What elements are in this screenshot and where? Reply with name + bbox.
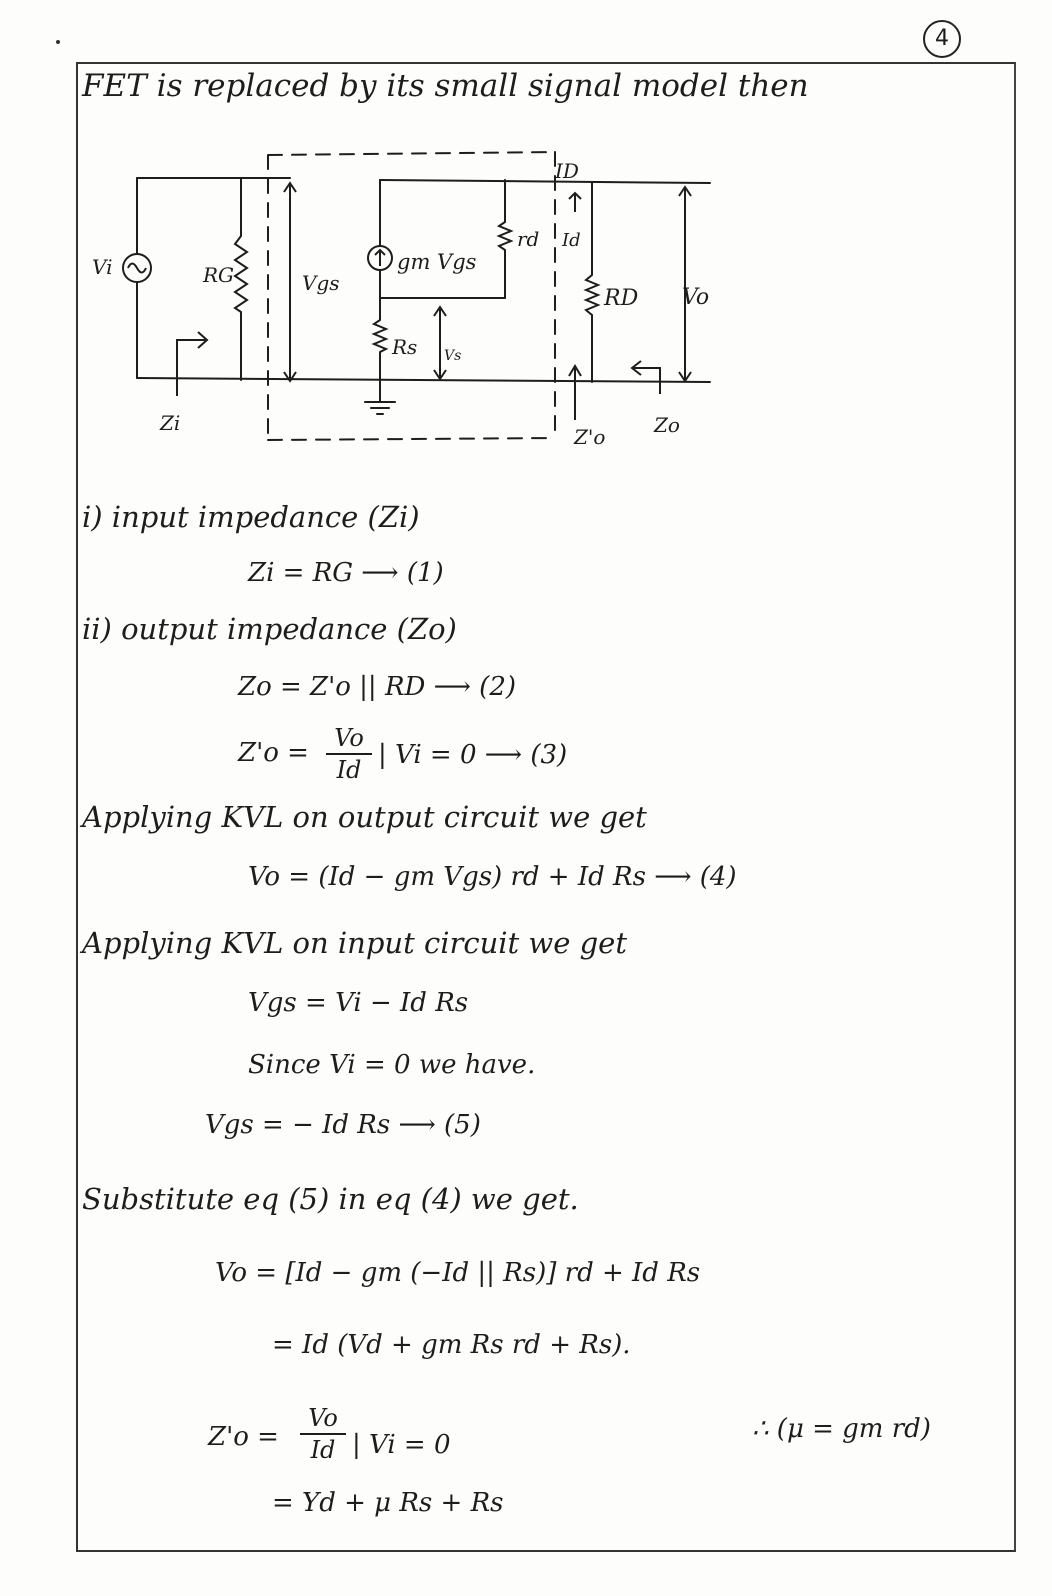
equation-3-denominator: Id bbox=[336, 756, 362, 784]
label-zo-prime: Z'o bbox=[574, 425, 606, 449]
section-input-impedance-title: i) input impedance (Zi) bbox=[82, 500, 420, 534]
label-vi: Vi bbox=[92, 255, 113, 279]
zo-prime-arrow bbox=[569, 366, 581, 420]
label-rd: rd bbox=[517, 227, 540, 251]
label-gm-vgs: gm Vgs bbox=[397, 250, 477, 274]
label-zo: Zo bbox=[654, 413, 680, 437]
mu-note: ∴ (μ = gm rd) bbox=[752, 1414, 931, 1444]
rs-resistor bbox=[374, 320, 386, 352]
substitute-text: Substitute eq (5) in eq (4) we get. bbox=[82, 1182, 579, 1216]
label-id-top: ID bbox=[555, 159, 579, 183]
rD-resistor bbox=[586, 275, 598, 315]
vgs-arrow bbox=[284, 183, 296, 381]
equation-8-rhs: | Vi = 0 bbox=[352, 1430, 451, 1460]
zo-arrow bbox=[632, 361, 660, 394]
equation-3-rhs: | Vi = 0 ⟶ (3) bbox=[378, 740, 568, 770]
equation-1: Zi = RG ⟶ (1) bbox=[248, 558, 444, 588]
equation-7: = Id (Vd + gm Rs rd + Rs). bbox=[272, 1330, 631, 1360]
equation-4: Vo = (Id − gm Vgs) rd + Id Rs ⟶ (4) bbox=[248, 862, 737, 892]
equation-2: Zo = Z'o || RD ⟶ (2) bbox=[238, 672, 517, 702]
label-zi: Zi bbox=[160, 411, 181, 435]
small-signal-circuit bbox=[0, 0, 1052, 470]
dashed-box bbox=[268, 152, 555, 440]
kvl-output-text: Applying KVL on output circuit we get bbox=[82, 800, 647, 834]
since-vi-zero: Since Vi = 0 we have. bbox=[248, 1050, 536, 1080]
page-heading: FET is replaced by its small signal model then bbox=[82, 68, 809, 104]
id-arrow bbox=[569, 193, 581, 212]
label-vgs: Vgs bbox=[302, 271, 340, 295]
vs-arrow bbox=[434, 307, 446, 379]
equation-3-numerator: Vo bbox=[334, 724, 364, 752]
page-number: 4 bbox=[923, 20, 961, 58]
label-vo: Vo bbox=[682, 285, 710, 310]
label-rs: Rs bbox=[392, 335, 418, 359]
ground-symbol bbox=[365, 402, 395, 414]
wire-inner-top bbox=[380, 180, 710, 183]
equation-9: = Yd + μ Rs + Rs bbox=[272, 1488, 504, 1518]
current-source-arrow bbox=[375, 250, 385, 266]
equation-8-numerator: Vo bbox=[308, 1404, 338, 1432]
zi-arrow bbox=[177, 332, 207, 396]
equation-6: Vo = [Id − gm (−Id || Rs)] rd + Id Rs bbox=[215, 1258, 701, 1288]
wire-bottom bbox=[137, 378, 710, 382]
label-rg: RG bbox=[203, 263, 235, 287]
label-vs: Vs bbox=[444, 348, 462, 364]
equation-5: Vgs = − Id Rs ⟶ (5) bbox=[205, 1110, 481, 1140]
equation-8-fraction bbox=[300, 1404, 346, 1464]
kvl-input-text: Applying KVL on input circuit we get bbox=[82, 926, 627, 960]
rd-resistor bbox=[499, 222, 511, 250]
equation-3-fraction bbox=[326, 724, 372, 784]
equation-3-lhs: Z'o = bbox=[238, 738, 309, 768]
section-output-impedance-title: ii) output impedance (Zo) bbox=[82, 612, 457, 646]
label-id-side: Id bbox=[562, 230, 581, 251]
vo-arrow bbox=[679, 187, 691, 381]
equation-8-lhs: Z'o = bbox=[208, 1422, 279, 1452]
equation-vgs: Vgs = Vi − Id Rs bbox=[248, 988, 469, 1018]
label-rD: RD bbox=[604, 286, 639, 311]
vi-source-wave bbox=[128, 264, 146, 273]
rg-resistor bbox=[235, 236, 247, 312]
equation-8-denominator: Id bbox=[310, 1436, 336, 1464]
